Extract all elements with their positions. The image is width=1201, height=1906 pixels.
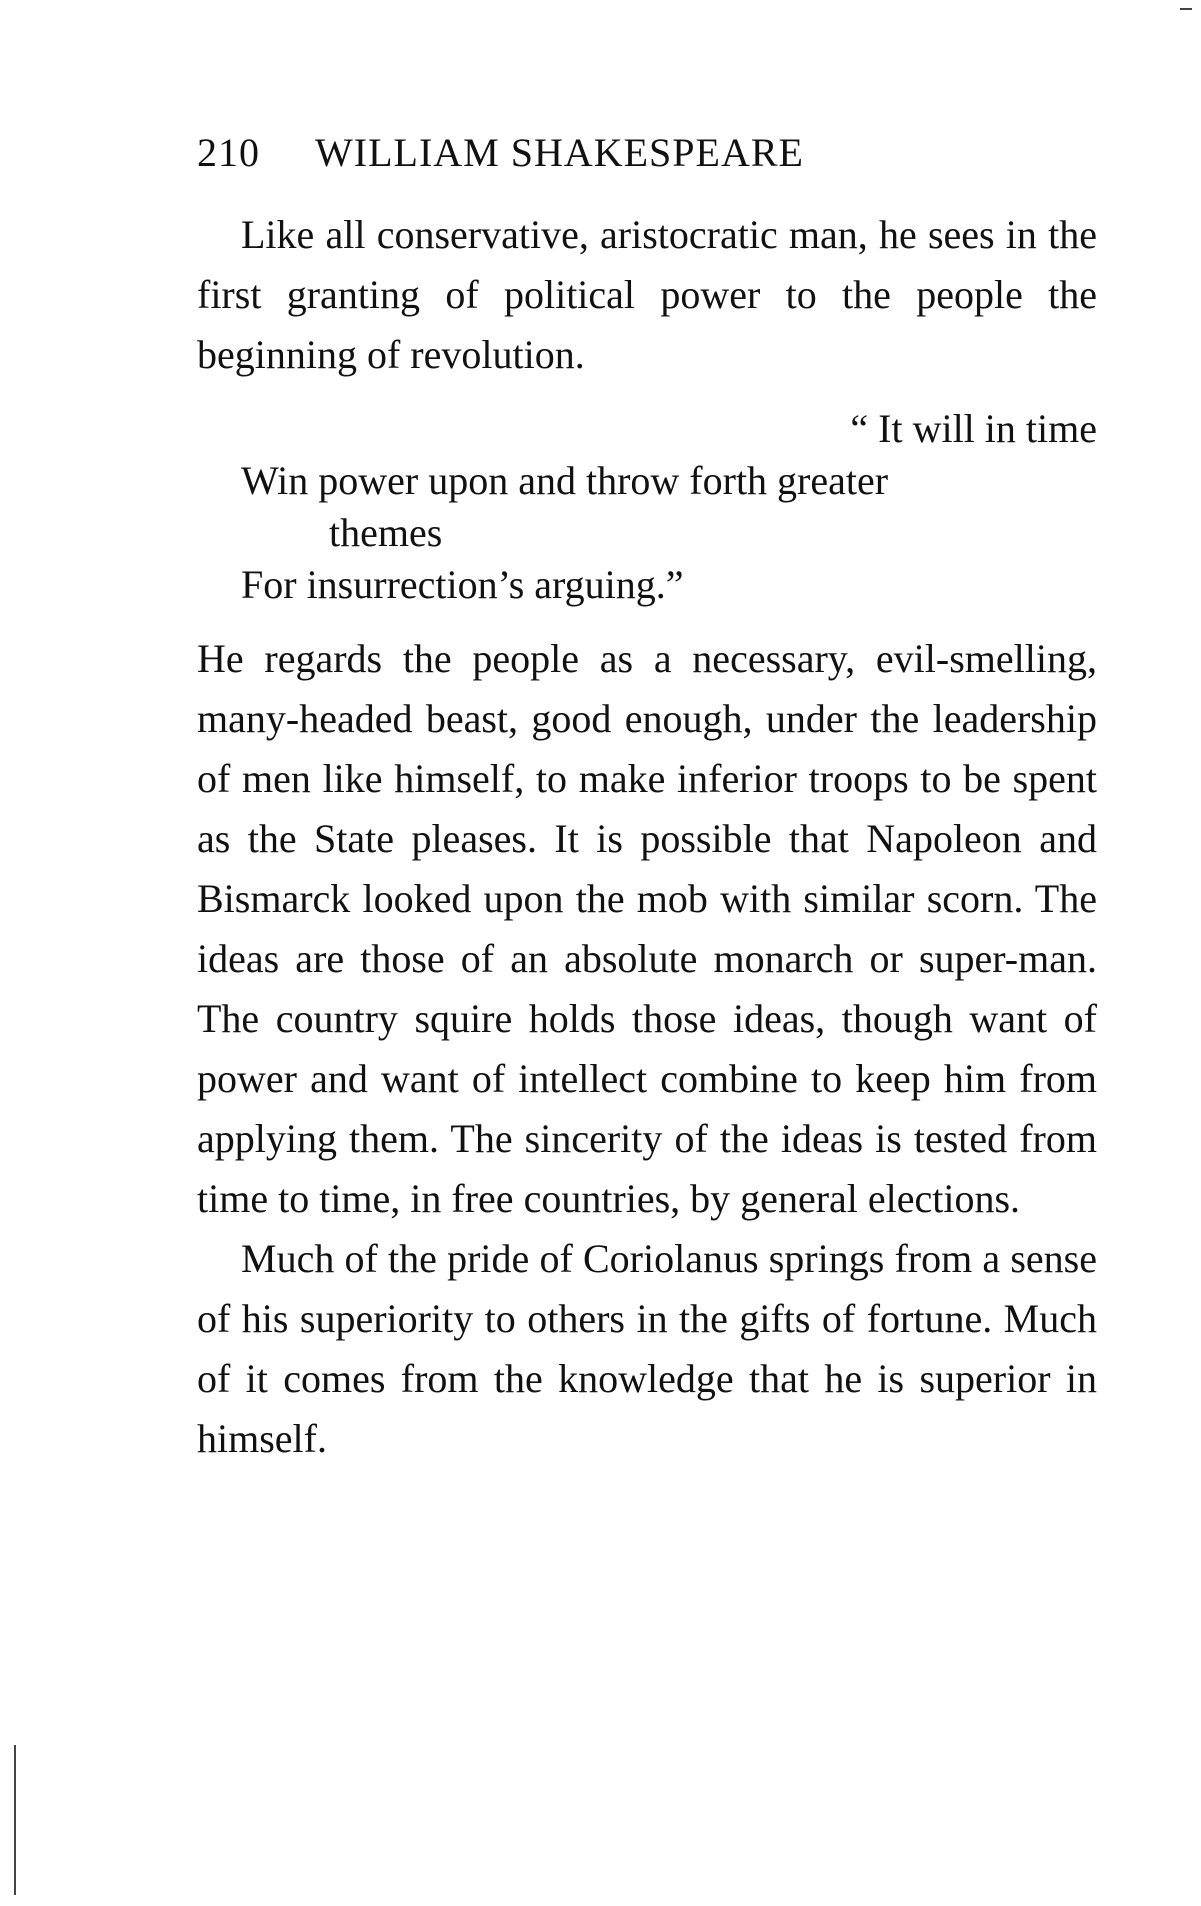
page-number: 210 bbox=[197, 130, 260, 175]
book-page bbox=[197, 125, 1097, 1469]
scan-edge-mark bbox=[14, 1745, 16, 1895]
quote-line-1: “ It will in time bbox=[850, 406, 1097, 451]
verse-quotation bbox=[197, 403, 1097, 611]
running-title: WILLIAM SHAKESPEARE bbox=[315, 130, 804, 175]
scan-corner-mark bbox=[1180, 8, 1192, 10]
paragraph-2: He regards the people as a necessary, evil-smelling, many-headed beast, good enough, under the leadership of men like himself, to make inferior troops to be spent as the State pleases. It is possible that Napoleon and Bismarck looked upon the mob with similar scorn. The ideas are those of an absolute monarch or super-man. The country squire holds those ideas, though want of power and want of intellect combine to keep him from applying them. The sincerity of the ideas is tested from time to time, in free countries, by general elections. bbox=[197, 636, 1097, 1221]
quote-line-3: themes bbox=[329, 510, 443, 555]
running-header bbox=[197, 125, 1097, 181]
paragraph-1: Like all conservative, aristocratic man, he sees in the first granting of political power to the people the beginning of revolution. bbox=[197, 212, 1097, 377]
quote-line-4: For insurrection’s arguing.” bbox=[241, 562, 684, 607]
paragraph-3: Much of the pride of Coriolanus springs from a sense of his superiority to others in the gifts of fortune. Much of it comes from the knowledge that he is superior in himself. bbox=[197, 1236, 1097, 1461]
quote-line-2: Win power upon and throw forth greater bbox=[241, 458, 889, 503]
